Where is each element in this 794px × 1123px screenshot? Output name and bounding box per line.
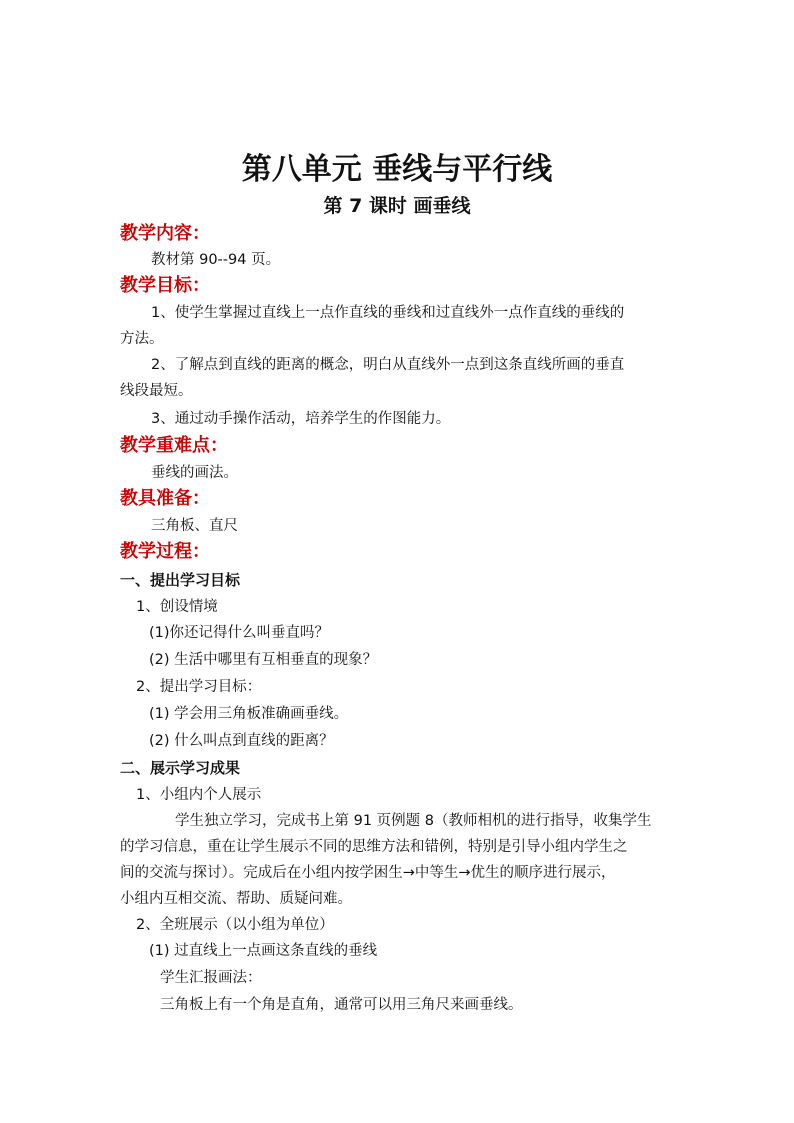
section-heading-tools: 教具准备： <box>120 488 210 509</box>
content-text: 教材第 90--94 页。 <box>151 252 281 268</box>
process-subitem: 学生汇报画法： <box>160 970 262 986</box>
page-title: 第八单元 垂线与平行线 <box>241 152 553 187</box>
process-subitem: (2) 什么叫点到直线的距离？ <box>149 733 334 749</box>
goal-line: 线段最短。 <box>120 383 193 399</box>
section-heading-goals: 教学目标： <box>120 275 210 296</box>
process-subitem: (1) 过直线上一点画这条直线的垂线 <box>149 943 378 959</box>
process-subitem: (1)你还记得什么叫垂直吗？ <box>149 625 330 641</box>
process-paragraph: 学生独立学习，完成书上第 91 页例题 8（教师相机的进行指导，收集学生 <box>175 813 652 829</box>
goal-line: 2、了解点到直线的距离的概念，明白从直线外一点到这条直线所画的垂直 <box>151 357 625 373</box>
process-subitem: (1) 学会用三角板准确画垂线。 <box>149 706 349 722</box>
section-heading-content: 教学内容： <box>120 223 210 244</box>
process-item: 2、全班展示（以小组为单位） <box>136 917 334 933</box>
process-paragraph: 小组内互相交流、帮助、质疑问难。 <box>120 891 352 907</box>
section-heading-process: 教学过程： <box>120 541 210 562</box>
process-heading: 二、展示学习成果 <box>120 759 241 777</box>
lesson-subtitle: 第 7 课时 画垂线 <box>323 195 471 217</box>
process-paragraph: 的学习信息，重在让学生展示不同的思维方法和错例，特别是引导小组内学生之 <box>120 839 628 855</box>
process-subitem: 三角板上有一个角是直角，通常可以用三角尺来画垂线。 <box>160 997 523 1013</box>
process-item: 2、提出学习目标： <box>136 679 262 695</box>
process-item: 1、小组内个人展示 <box>136 787 262 803</box>
process-item: 1、创设情境 <box>136 599 218 615</box>
tools-text: 三角板、直尺 <box>151 518 238 534</box>
section-heading-key: 教学重难点： <box>120 435 228 456</box>
process-heading: 一、提出学习目标 <box>120 571 241 589</box>
goal-line: 3、通过动手操作活动，培养学生的作图能力。 <box>151 411 451 427</box>
key-text: 垂线的画法。 <box>151 465 238 481</box>
process-subitem: (2) 生活中哪里有互相垂直的现象？ <box>149 652 378 668</box>
goal-line: 方法。 <box>120 331 164 347</box>
process-paragraph: 间的交流与探讨）。完成后在小组内按学困生→中等生→优生的顺序进行展示， <box>120 865 616 881</box>
goal-line: 1、使学生掌握过直线上一点作直线的垂线和过直线外一点作直线的垂线的 <box>151 305 625 321</box>
